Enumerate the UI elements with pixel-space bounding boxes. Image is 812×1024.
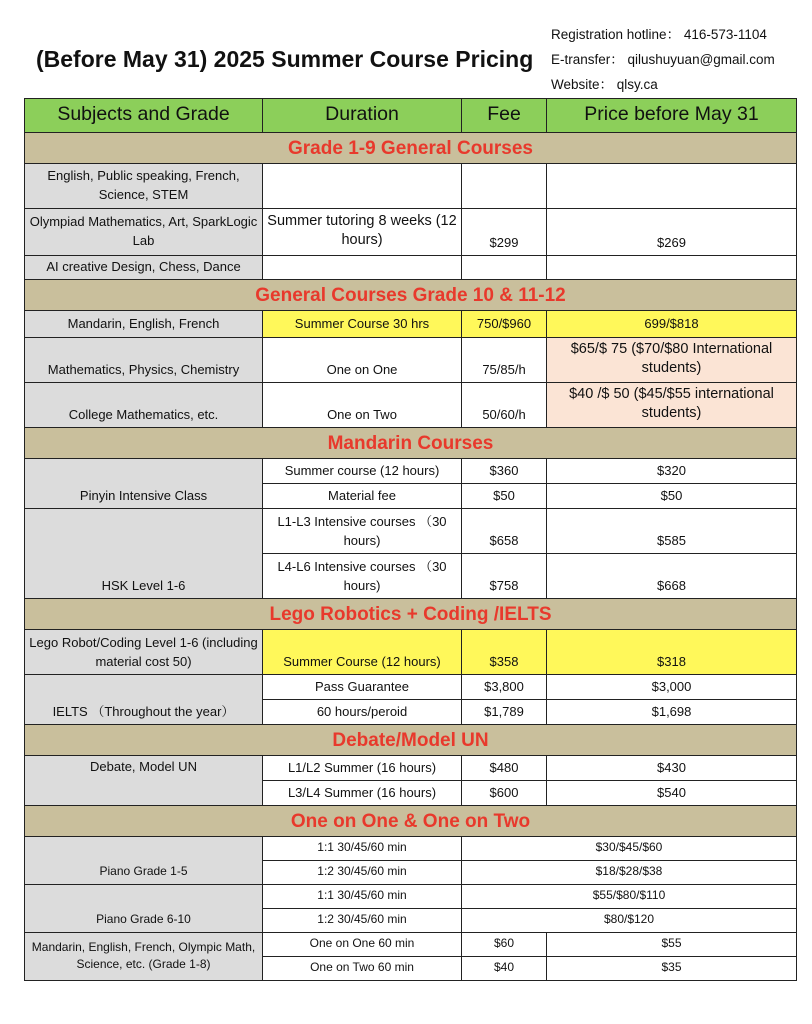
duration-cell: One on Two 60 min (263, 957, 462, 981)
price-cell: $269 (547, 209, 797, 256)
page-title: (Before May 31) 2025 Summer Course Pricing (36, 46, 534, 72)
duration-cell: L3/L4 Summer (16 hours) (263, 781, 462, 806)
contact-info (551, 22, 775, 97)
price-cell: $18/$28/$38 (462, 861, 797, 885)
fee-cell: 50/60/h (462, 383, 547, 428)
duration-cell: 60 hours/peroid (263, 700, 462, 725)
duration-cell (263, 256, 462, 280)
fee-cell (462, 256, 547, 280)
subject-cell: College Mathematics, etc. (25, 383, 263, 428)
table-header-row (25, 99, 797, 133)
duration-cell: 1:2 30/45/60 min (263, 909, 462, 933)
price-cell: $3,000 (547, 675, 797, 700)
fee-cell: $358 (462, 630, 547, 675)
subject-cell: Piano Grade 6-10 (25, 885, 263, 933)
section-title: One on One & One on Two (25, 806, 797, 837)
subject-cell: Mathematics, Physics, Chemistry (25, 338, 263, 383)
duration-cell: One on Two (263, 383, 462, 428)
price-cell: $585 (547, 509, 797, 554)
table-row (25, 509, 797, 554)
table-row (25, 383, 797, 428)
subject-cell: Lego Robot/Coding Level 1-6 (including material cost 50) (25, 630, 263, 675)
fee-cell: $1,789 (462, 700, 547, 725)
duration-cell: 1:2 30/45/60 min (263, 861, 462, 885)
section-header (25, 133, 797, 164)
section-header (25, 806, 797, 837)
fee-cell: $40 (462, 957, 547, 981)
duration-cell: 1:1 30/45/60 min (263, 837, 462, 861)
col-duration: Duration (263, 99, 462, 133)
table-row (25, 756, 797, 781)
price-cell (547, 164, 797, 209)
fee-cell: $758 (462, 554, 547, 599)
table-row (25, 675, 797, 700)
registration-hotline: Registration hotline： 416-573-1104 (551, 27, 767, 42)
duration-cell: Summer Course 30 hrs (263, 311, 462, 338)
duration-cell: Summer tutoring 8 weeks (12 hours) (263, 209, 462, 256)
price-cell (547, 256, 797, 280)
subject-cell: Mandarin, English, French, Olympic Math, Science, etc. (Grade 1-8) (25, 933, 263, 981)
subject-cell: Pinyin Intensive Class (25, 459, 263, 509)
price-cell: $80/$120 (462, 909, 797, 933)
duration-cell: Summer Course (12 hours) (263, 630, 462, 675)
price-cell: $40 /$ 50 ($45/$55 international students) (547, 383, 797, 428)
section-header (25, 725, 797, 756)
subject-cell: IELTS （Throughout the year） (25, 675, 263, 725)
price-cell: $668 (547, 554, 797, 599)
table-row (25, 311, 797, 338)
fee-cell: $3,800 (462, 675, 547, 700)
section-title: General Courses Grade 10 & 11-12 (25, 280, 797, 311)
fee-cell: $50 (462, 484, 547, 509)
table-row (25, 837, 797, 861)
fee-cell (462, 164, 547, 209)
table-row (25, 256, 797, 280)
duration-cell: One on One 60 min (263, 933, 462, 957)
table-row (25, 209, 797, 256)
price-cell: $430 (547, 756, 797, 781)
col-subjects: Subjects and Grade (25, 99, 263, 133)
duration-cell: One on One (263, 338, 462, 383)
section-title: Mandarin Courses (25, 428, 797, 459)
page-header (0, 0, 812, 98)
price-cell: $30/$45/$60 (462, 837, 797, 861)
subject-cell: Olympiad Mathematics, Art, SparkLogic Lab (25, 209, 263, 256)
table-row (25, 338, 797, 383)
duration-cell: Pass Guarantee (263, 675, 462, 700)
table-row (25, 933, 797, 957)
section-title: Lego Robotics + Coding /IELTS (25, 599, 797, 630)
fee-cell: $658 (462, 509, 547, 554)
pricing-table (24, 98, 797, 981)
duration-cell: L1/L2 Summer (16 hours) (263, 756, 462, 781)
fee-cell: $360 (462, 459, 547, 484)
duration-cell: L1-L3 Intensive courses （30 hours) (263, 509, 462, 554)
price-cell: $1,698 (547, 700, 797, 725)
price-cell: $65/$ 75 ($70/$80 International students) (547, 338, 797, 383)
fee-cell: $600 (462, 781, 547, 806)
duration-cell: L4-L6 Intensive courses （30 hours) (263, 554, 462, 599)
subject-cell: English, Public speaking, French, Science, STEM (25, 164, 263, 209)
price-cell: $55 (547, 933, 797, 957)
col-price: Price before May 31 (547, 99, 797, 133)
section-title: Debate/Model UN (25, 725, 797, 756)
subject-cell: Piano Grade 1-5 (25, 837, 263, 885)
duration-cell (263, 164, 462, 209)
price-cell: $320 (547, 459, 797, 484)
duration-cell: Summer course (12 hours) (263, 459, 462, 484)
subject-cell: HSK Level 1-6 (25, 509, 263, 599)
fee-cell: $60 (462, 933, 547, 957)
subject-cell: Debate, Model UN (25, 756, 263, 806)
fee-cell: 750/$960 (462, 311, 547, 338)
price-cell: $50 (547, 484, 797, 509)
duration-cell: 1:1 30/45/60 min (263, 885, 462, 909)
table-row (25, 885, 797, 909)
fee-cell: $480 (462, 756, 547, 781)
section-header (25, 280, 797, 311)
col-fee: Fee (462, 99, 547, 133)
price-cell: $540 (547, 781, 797, 806)
etransfer-email: E-transfer： qilushuyuan@gmail.com (551, 52, 775, 67)
fee-cell: $299 (462, 209, 547, 256)
price-cell: 699/$818 (547, 311, 797, 338)
website: Website： qlsy.ca (551, 77, 658, 92)
table-row (25, 459, 797, 484)
fee-cell: 75/85/h (462, 338, 547, 383)
price-cell: $55/$80/$110 (462, 885, 797, 909)
section-header (25, 599, 797, 630)
section-header (25, 428, 797, 459)
table-row (25, 164, 797, 209)
section-title: Grade 1-9 General Courses (25, 133, 797, 164)
subject-cell: Mandarin, English, French (25, 311, 263, 338)
price-cell: $318 (547, 630, 797, 675)
table-row (25, 630, 797, 675)
duration-cell: Material fee (263, 484, 462, 509)
price-cell: $35 (547, 957, 797, 981)
subject-cell: AI creative Design, Chess, Dance (25, 256, 263, 280)
